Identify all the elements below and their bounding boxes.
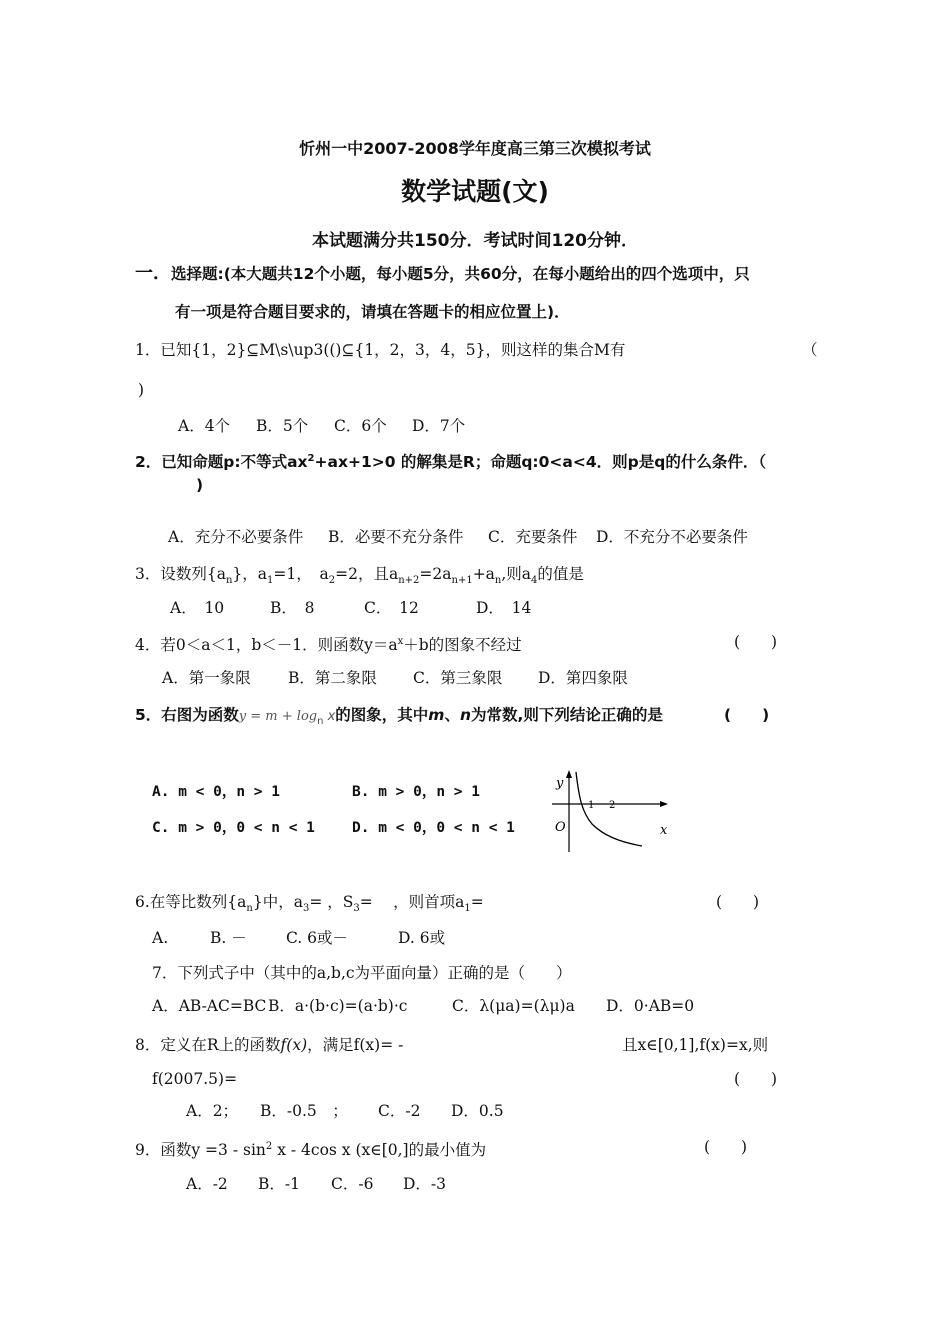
q3-part: }，a bbox=[232, 565, 268, 583]
q6-part: = ，S bbox=[309, 893, 354, 911]
question-8-stem-c: 且x∈[0,1],f(x)=x,则 bbox=[622, 1036, 769, 1054]
question-5-option-a: A. m < 0，n > 1 bbox=[152, 784, 280, 800]
question-4-sup: x bbox=[397, 636, 404, 647]
question-5-stem-c: 为常数,则下列结论正确的是 bbox=[471, 706, 663, 724]
question-3-option-b: B． 8 bbox=[270, 599, 315, 617]
question-6-option-d: D. 6或 bbox=[398, 929, 446, 947]
question-5-m: m bbox=[428, 706, 445, 724]
q6-sub: 3 bbox=[353, 903, 360, 915]
graph-x-label: x bbox=[660, 823, 668, 838]
q3-part: 的值是 bbox=[537, 565, 584, 583]
question-5-formula-x: x bbox=[323, 709, 336, 724]
question-3-stem bbox=[135, 564, 584, 591]
question-7-option-c: C．λ(μa)=(λμ)a bbox=[452, 997, 575, 1015]
question-4-stem-a: 4．若0＜a＜1，b＜－1．则函数y＝a bbox=[135, 636, 398, 655]
q3-part: ,则a bbox=[501, 565, 532, 583]
question-5-option-c: C. m > 0，0 < n < 1 bbox=[152, 820, 315, 836]
q3-sub: n+2 bbox=[398, 575, 420, 587]
q6-part: }中，a bbox=[252, 893, 303, 911]
q3-part: =2a bbox=[419, 565, 452, 583]
section-number: 一． bbox=[135, 263, 171, 284]
question-1-option-d: D．7个 bbox=[412, 417, 466, 435]
question-9-stem bbox=[135, 1137, 486, 1160]
q6-sub: n bbox=[246, 903, 253, 915]
q3-sub: n+1 bbox=[451, 575, 473, 587]
question-1-option-c: C．6个 bbox=[334, 417, 387, 435]
section-instruction-line2: 有一项是符合题目要求的，请填在答题卡的相应位置上)． bbox=[175, 303, 570, 321]
x-axis-arrow bbox=[660, 801, 668, 807]
q3-part: =2，且a bbox=[335, 565, 399, 583]
question-7-option-d: D．0·AB=0 bbox=[606, 997, 695, 1015]
question-8-stem-b: ，满足f(x)= - bbox=[307, 1036, 404, 1054]
question-6-paren: ( ) bbox=[716, 893, 760, 911]
exam-info: 本试题满分共150分．考试时间120分钟． bbox=[312, 231, 638, 251]
question-6-option-a: A. bbox=[152, 929, 169, 947]
section-instruction-line1: 选择题:(本大题共12个小题，每小题5分，共60分，在每小题给出的四个选项中，只 bbox=[171, 265, 750, 283]
question-7-stem: 7．下列式子中（其中的a,b,c为平面向量）正确的是（ ） bbox=[152, 964, 572, 982]
question-4-option-a: A．第一象限 bbox=[162, 669, 251, 687]
question-5-option-b: B. m > 0，n > 1 bbox=[352, 784, 480, 800]
question-1-option-a: A．4个 bbox=[178, 417, 231, 435]
question-9-option-a: A．-2 bbox=[186, 1175, 228, 1193]
question-4-paren: ( ) bbox=[734, 633, 778, 651]
question-2-stem bbox=[135, 449, 766, 472]
question-5-n: n bbox=[459, 706, 471, 724]
school-exam-title: 忻州一中2007-2008学年度高三第三次模拟考试 bbox=[299, 139, 651, 158]
question-5-option-d: D. m < 0，0 < n < 1 bbox=[352, 820, 515, 836]
question-3-option-a: A． 10 bbox=[170, 599, 225, 617]
y-axis-arrow bbox=[566, 770, 572, 778]
q3-sub: 1 bbox=[267, 575, 274, 587]
question-4-option-b: B．第二象限 bbox=[288, 669, 377, 687]
q3-part: =1， a bbox=[273, 565, 329, 583]
question-7-option-a: A．AB-AC=BC bbox=[152, 997, 267, 1015]
question-9-option-b: B．-1 bbox=[258, 1175, 300, 1193]
subject-title: 数学试题(文) bbox=[401, 177, 549, 206]
graph-tick-2: 2 bbox=[609, 800, 616, 811]
question-9-stem-a: 9．函数y =3 - sin bbox=[135, 1141, 266, 1160]
question-8-option-d: D．0.5 bbox=[451, 1102, 504, 1120]
question-2-paren-close: ) bbox=[196, 476, 204, 494]
question-6-stem bbox=[135, 892, 484, 919]
q6-part: = bbox=[470, 893, 484, 911]
q6-part: = ，则首项a bbox=[359, 893, 465, 911]
question-2-stem-b: +ax+1>0 的解集是R；命题q:0<a<4．则p是q的什么条件．（ bbox=[314, 453, 767, 472]
q6-sub: 1 bbox=[464, 903, 471, 915]
question-5-formula: y = m + log bbox=[238, 709, 318, 724]
q3-sub: 4 bbox=[531, 575, 538, 587]
question-2-sup: 2 bbox=[307, 453, 315, 464]
section-heading bbox=[135, 264, 750, 284]
question-8-paren: ( ) bbox=[734, 1070, 778, 1088]
question-4-option-d: D．第四象限 bbox=[538, 669, 628, 687]
question-1-option-b: B．5个 bbox=[256, 417, 309, 435]
function-graph bbox=[548, 768, 672, 852]
question-9-stem-b: x - 4cos x (x∈[0,]的最小值为 bbox=[272, 1141, 487, 1160]
question-5-stem-b: 的图象，其中 bbox=[335, 706, 429, 724]
question-9-paren: ( ) bbox=[704, 1138, 748, 1156]
question-2-option-a: A．充分不必要条件 bbox=[168, 528, 304, 546]
question-8-line2: f(2007.5)= bbox=[152, 1070, 238, 1088]
question-8-option-c: C．-2 bbox=[378, 1102, 421, 1120]
question-1-paren-open: （ bbox=[802, 341, 818, 359]
question-5-sep: 、 bbox=[444, 706, 460, 724]
question-8-option-a: A．2； bbox=[186, 1102, 239, 1120]
q3-part: 3．设数列{a bbox=[135, 565, 226, 583]
question-2-stem-a: 2．已知命题p:不等式ax bbox=[135, 453, 308, 472]
q3-sub: n bbox=[494, 575, 502, 587]
question-8-option-b: B．-0.5 ； bbox=[260, 1102, 348, 1120]
q6-sub: 3 bbox=[302, 903, 310, 915]
question-3-option-d: D． 14 bbox=[476, 599, 532, 617]
question-1-paren-close: ) bbox=[138, 381, 145, 399]
graph-y-label: y bbox=[556, 776, 564, 791]
question-2-option-c: C．充要条件 bbox=[488, 528, 578, 546]
graph-tick-1: 1 bbox=[588, 800, 595, 811]
q6-part: 6.在等比数列{a bbox=[135, 893, 247, 911]
question-9-option-d: D．-3 bbox=[403, 1175, 447, 1193]
question-7-option-b: B．a·(b·c)=(a·b)·c bbox=[268, 997, 408, 1015]
question-8-stem bbox=[135, 1035, 403, 1055]
question-4-stem bbox=[135, 632, 522, 655]
question-8-fx: f(x) bbox=[280, 1036, 308, 1054]
question-1-stem: 1．已知{1，2}⊆M\s\up3(()⊆{1，2，3，4，5}，则这样的集合M有 bbox=[135, 341, 626, 359]
question-8-stem-a: 8．定义在R上的函数 bbox=[135, 1036, 281, 1054]
q3-sub: n bbox=[225, 575, 233, 587]
question-5-stem bbox=[135, 705, 663, 732]
q3-part: +a bbox=[472, 565, 495, 583]
question-2-option-d: D．不充分不必要条件 bbox=[596, 528, 748, 546]
question-3-option-c: C． 12 bbox=[364, 599, 419, 617]
question-5-formula-sub: n bbox=[317, 716, 324, 728]
question-9-sup: 2 bbox=[265, 1141, 273, 1152]
q3-sub: 2 bbox=[328, 575, 336, 587]
question-4-option-c: C．第三象限 bbox=[413, 669, 503, 687]
question-5-stem-a: 5．右图为函数 bbox=[135, 706, 239, 724]
question-6-option-c: C. 6或－ bbox=[286, 929, 349, 947]
question-4-stem-b: ＋b的图象不经过 bbox=[403, 636, 522, 655]
question-5-paren: ( ) bbox=[724, 706, 770, 724]
question-9-option-c: C．-6 bbox=[331, 1175, 374, 1193]
question-6-option-b: B. － bbox=[210, 929, 247, 947]
question-2-option-b: B．必要不充分条件 bbox=[328, 528, 464, 546]
graph-origin-label: O bbox=[555, 820, 566, 835]
